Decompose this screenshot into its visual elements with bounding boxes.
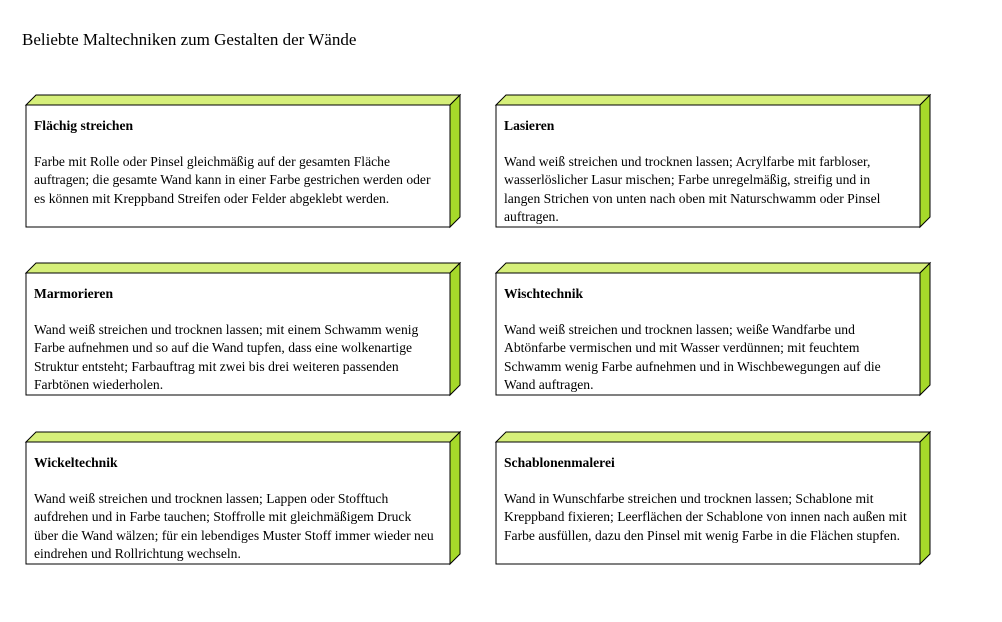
card-body: Wand weiß streichen und trocknen lassen; weiße Wandfarbe und Abtönfarbe vermischen und mit Wasser verdünnen; mit feuchtem Schwamm wenig Farbe aufnehmen und in Wischbewegungen auf die Wand auftragen.	[504, 321, 881, 393]
card-face	[26, 442, 446, 564]
card-face	[496, 105, 916, 227]
technique-card	[495, 431, 919, 555]
card-face	[26, 105, 446, 227]
card-body: Wand weiß streichen und trocknen lassen; Lappen oder Stofftuch aufdrehen und in Farbe tauchen; Stoffrolle mit gleichmäßigem Druck über die Wand wälzen; für ein lebendiges Muster Stoff immer wieder neu eindrehen und Rollrichtung wechseln.	[34, 490, 434, 562]
card-bevel-side	[920, 432, 930, 564]
card-body: Wand weiß streichen und trocknen lassen; mit einem Schwamm wenig Farbe aufnehmen und so auf die Wand tupfen, dass eine wolkenartige Struktur entsteht; Farbauftrag mit zwei bis drei weiteren passenden Farbtönen wiederholen.	[34, 321, 419, 393]
technique-card	[25, 431, 449, 562]
technique-card	[495, 94, 919, 225]
card-bevel-top	[26, 95, 460, 105]
card-title: Schablonenmalerei	[504, 455, 615, 470]
card-body: Farbe mit Rolle oder Pinsel gleichmäßig auf der gesamten Fläche auftragen; die gesamte Wand kann in einer Farbe gestrichen werden oder es können mit Kreppband Streifen oder Felder abgeklebt werden.	[34, 153, 431, 206]
card-title: Wickeltechnik	[34, 455, 118, 470]
card-bevel-top	[496, 95, 930, 105]
card-face	[496, 442, 916, 564]
page-title: Beliebte Maltechniken zum Gestalten der Wände	[22, 30, 357, 49]
card-bevel-top	[26, 263, 460, 273]
card-bevel-side	[920, 263, 930, 395]
card-title: Flächig streichen	[34, 118, 134, 133]
card-bevel-side	[450, 432, 460, 564]
card-body: Wand in Wunschfarbe streichen und trocknen lassen; Schablone mit Kreppband fixieren; Leerflächen der Schablone von innen nach außen mit Farbe ausfüllen, dazu den Pinsel mit wenig Farbe in die Flächen stupfen.	[504, 490, 907, 543]
card-face	[496, 273, 916, 395]
technique-card	[495, 262, 919, 393]
card-bevel-side	[920, 95, 930, 227]
card-face	[26, 273, 446, 395]
card-bevel-top	[496, 432, 930, 442]
card-bevel-top	[26, 432, 460, 442]
card-bevel-side	[450, 95, 460, 227]
card-title: Lasieren	[504, 118, 555, 133]
card-bevel-top	[496, 263, 930, 273]
technique-card	[25, 94, 449, 218]
card-bevel-side	[450, 263, 460, 395]
technique-card	[25, 262, 449, 393]
card-title: Marmorieren	[34, 286, 114, 301]
card-body: Wand weiß streichen und trocknen lassen; Acrylfarbe mit farbloser, wasserlöslicher Lasur mischen; Farbe unregelmäßig, streifig und in langen Strichen von unten nach oben mit Naturschwamm oder Pinsel auftragen.	[504, 153, 881, 225]
card-title: Wischtechnik	[504, 286, 584, 301]
